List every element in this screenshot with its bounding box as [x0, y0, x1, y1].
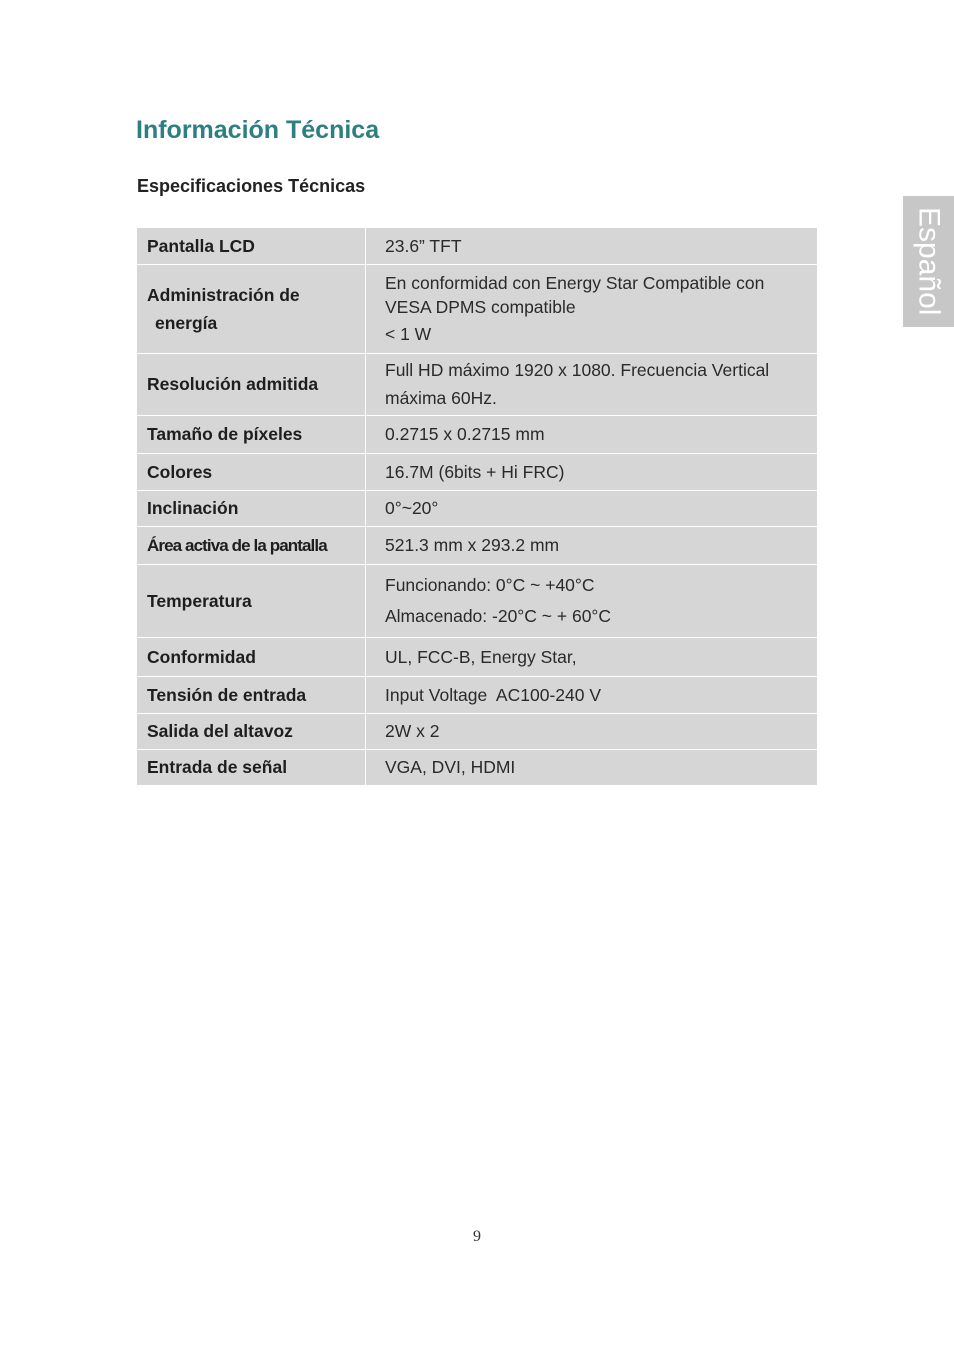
spec-table — [137, 228, 817, 786]
spec-value-line: 2W x 2 — [385, 721, 440, 741]
spec-value-line: 521.3 mm x 293.2 mm — [385, 535, 560, 555]
spec-value — [366, 564, 818, 637]
spec-label — [137, 526, 366, 564]
section-title: Especificaciones Técnicas — [137, 176, 366, 196]
table-row — [137, 749, 817, 785]
language-tab-label: Español — [912, 207, 946, 316]
table-row — [137, 264, 817, 353]
table-row — [137, 415, 817, 453]
spec-value — [366, 264, 818, 353]
spec-label — [137, 264, 366, 353]
spec-value-line: Funcionando: 0°C ~ +40°C — [385, 575, 595, 595]
spec-label: Tensión de entrada — [137, 676, 366, 713]
table-row — [137, 228, 817, 264]
spec-value-line: Almacenado: -20°C ~ + 60°C — [385, 606, 612, 626]
spec-value-line: 0.2715 x 0.2715 mm — [385, 424, 545, 444]
spec-label: Resolución admitida — [137, 353, 366, 415]
spec-label: Pantalla LCD — [137, 228, 366, 264]
spec-value — [366, 228, 818, 264]
spec-value-line: UL, FCC-B, Energy Star, — [385, 646, 577, 667]
spec-value — [366, 353, 818, 415]
spec-value — [366, 749, 818, 785]
spec-value — [366, 637, 818, 676]
table-row — [137, 453, 817, 490]
spec-value-line: < 1 W — [385, 324, 432, 344]
table-row — [137, 637, 817, 676]
spec-label: Colores — [137, 453, 366, 490]
table-row — [137, 353, 817, 415]
spec-value-line: En conformidad con Energy Star Compatible con — [385, 273, 765, 293]
spec-label: Salida del altavoz — [137, 713, 366, 749]
table-row — [137, 490, 817, 526]
spec-value — [366, 453, 818, 490]
spec-value — [366, 415, 818, 453]
spec-value-line: Input Voltage AC100-240 V — [385, 684, 601, 705]
page-title: Información Técnica — [136, 116, 380, 144]
spec-label-line: energía — [155, 312, 218, 333]
spec-value — [366, 490, 818, 526]
spec-value — [366, 526, 818, 564]
spec-label: Conformidad — [137, 637, 366, 676]
spec-value-line: VGA, DVI, HDMI — [385, 757, 516, 777]
spec-label-line: Administración de — [147, 284, 300, 305]
page-number: 9 — [473, 1228, 481, 1245]
spec-label-text: Área activa de la pantalla — [147, 535, 327, 555]
spec-label: Tamaño de píxeles — [137, 415, 366, 453]
spec-label: Entrada de señal — [137, 749, 366, 785]
spec-value-line: máxima 60Hz. — [385, 388, 497, 408]
language-tab — [903, 196, 954, 327]
table-row — [137, 676, 817, 713]
spec-value-line: 0°~20° — [385, 498, 439, 518]
spec-value — [366, 676, 818, 713]
spec-value-line: VESA DPMS compatible — [385, 297, 576, 317]
table-row — [137, 526, 817, 564]
spec-value-line: Full HD máximo 1920 x 1080. Frecuencia Vertical — [385, 360, 770, 380]
spec-label: Inclinación — [137, 490, 366, 526]
spec-label: Temperatura — [137, 564, 366, 637]
spec-value-line: 16.7M (6bits + Hi FRC) — [385, 461, 565, 482]
spec-value — [366, 713, 818, 749]
table-row — [137, 713, 817, 749]
spec-value-line: 23.6” TFT — [385, 235, 462, 256]
table-row — [137, 564, 817, 637]
